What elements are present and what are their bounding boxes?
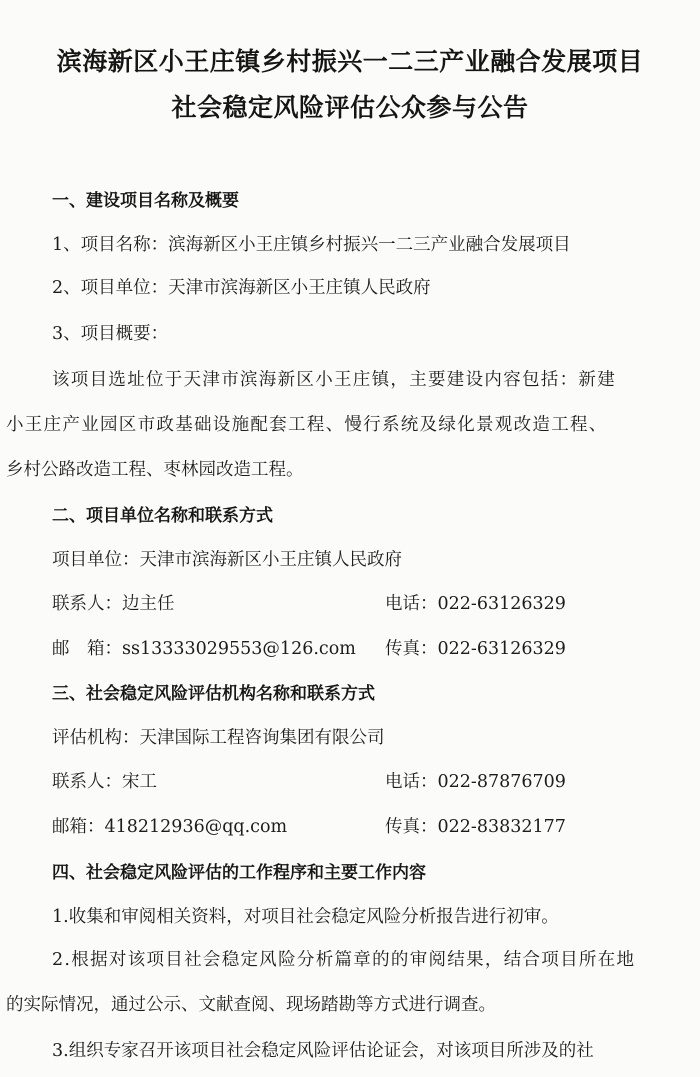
section3-phone: 电话：022-87876709 (385, 772, 566, 792)
project-overview-label: 3、项目概要： (52, 324, 169, 344)
project-name: 1、项目名称：滨海新区小王庄镇乡村振兴一二三产业融合发展项目 (52, 235, 571, 255)
section2-email: 邮 箱：ss13333029553@126.com (52, 639, 356, 659)
section3-contact: 联系人：宋工 (52, 772, 157, 792)
section4-item1: 1.收集和审阅相关资料，对项目社会稳定风险分析报告进行初审。 (52, 907, 559, 927)
section4-item2-line1: 2.根据对该项目社会稳定风险分析篇章的的审阅结果，结合项目所在地 (52, 950, 636, 970)
section3-heading: 三、社会稳定风险评估机构名称和联系方式 (52, 684, 375, 704)
section4-item2-line2: 的实际情况，通过公示、文献查阅、现场踏勘等方式进行调查。 (6, 995, 496, 1015)
section2-unit: 项目单位：天津市滨海新区小王庄镇人民政府 (52, 550, 402, 570)
section2-phone: 电话：022-63126329 (385, 594, 566, 614)
section2-fax: 传真：022-63126329 (385, 639, 566, 659)
project-unit: 2、项目单位：天津市滨海新区小王庄镇人民政府 (52, 278, 431, 298)
section3-agency: 评估机构：天津国际工程咨询集团有限公司 (52, 728, 385, 748)
overview-para-line3: 乡村公路改造工程、枣林园改造工程。 (6, 460, 304, 480)
section3-fax: 传真：022-83832177 (385, 817, 566, 837)
overview-para-line2: 小王庄产业园区市政基础设施配套工程、慢行系统及绿化景观改造工程、 (6, 415, 608, 435)
document-title-line2: 社会稳定风险评估公众参与公告 (171, 93, 529, 122)
section3-email: 邮箱：418212936@qq.com (52, 817, 288, 837)
section4-item3-line1: 3.组织专家召开该项目社会稳定风险评估论证会，对该项目所涉及的社 (52, 1041, 594, 1061)
overview-para-line1: 该项目选址位于天津市滨海新区小王庄镇，主要建设内容包括：新建 (52, 370, 616, 390)
section1-heading: 一、建设项目名称及概要 (52, 191, 239, 211)
section4-heading: 四、社会稳定风险评估的工作程序和主要工作内容 (52, 863, 426, 883)
section2-contact: 联系人：边主任 (52, 594, 175, 614)
document-title-line1: 滨海新区小王庄镇乡村振兴一二三产业融合发展项目 (56, 47, 644, 76)
section2-heading: 二、项目单位名称和联系方式 (52, 506, 273, 526)
